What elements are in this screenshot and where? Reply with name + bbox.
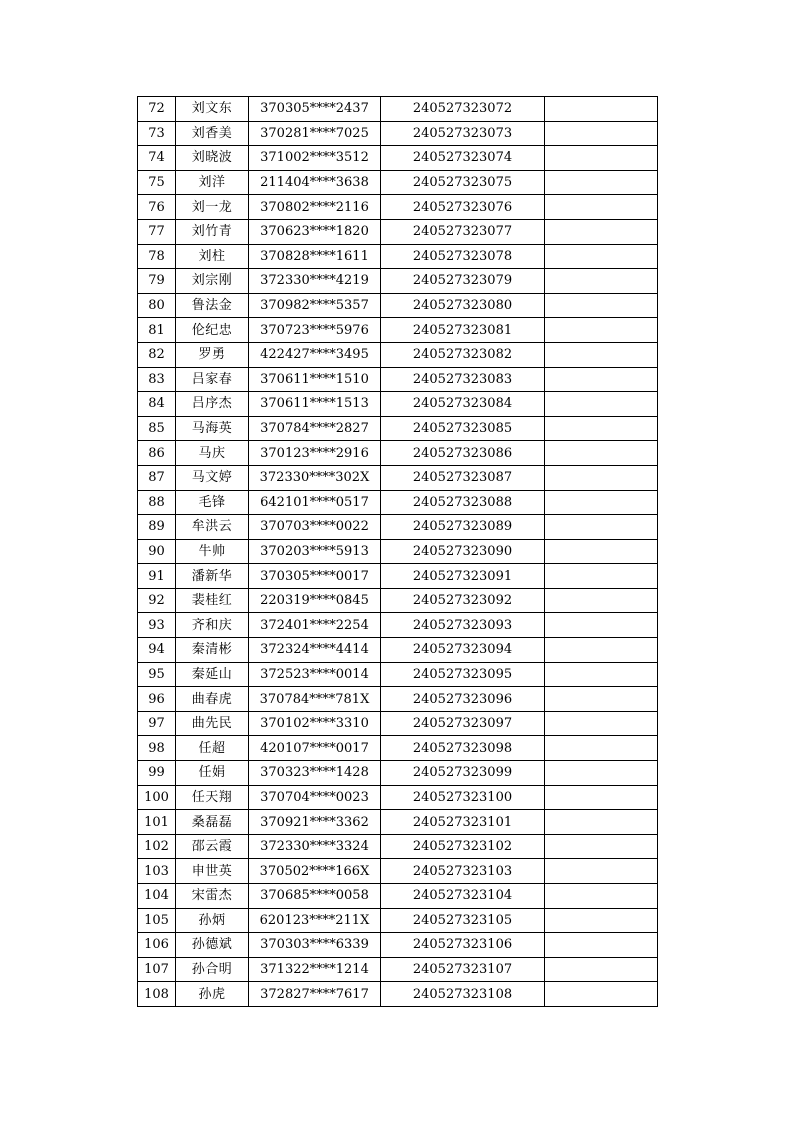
- ticket-number-cell: 240527323090: [381, 539, 545, 564]
- table-row: [138, 121, 658, 146]
- ticket-number-cell: 240527323077: [381, 219, 545, 244]
- remark-cell: [545, 269, 658, 294]
- name-cell: 裴桂红: [176, 588, 249, 613]
- remark-cell: [545, 490, 658, 515]
- id-number-cell: 372523****0014: [249, 662, 381, 687]
- id-number-cell: 370704****0023: [249, 785, 381, 810]
- ticket-number-cell: 240527323076: [381, 195, 545, 220]
- row-number-cell: 96: [138, 687, 176, 712]
- table-row: [138, 761, 658, 786]
- ticket-number-cell: 240527323101: [381, 810, 545, 835]
- remark-cell: [545, 761, 658, 786]
- id-number-cell: 370305****2437: [249, 97, 381, 122]
- table-row: [138, 244, 658, 269]
- table-row: [138, 269, 658, 294]
- table-row: [138, 613, 658, 638]
- row-number-cell: 72: [138, 97, 176, 122]
- table-row: [138, 957, 658, 982]
- id-number-cell: 371322****1214: [249, 957, 381, 982]
- remark-cell: [545, 736, 658, 761]
- remark-cell: [545, 195, 658, 220]
- ticket-number-cell: 240527323074: [381, 146, 545, 171]
- name-cell: 邵云霞: [176, 834, 249, 859]
- id-number-cell: 370921****3362: [249, 810, 381, 835]
- ticket-number-cell: 240527323108: [381, 982, 545, 1007]
- table-row: [138, 367, 658, 392]
- row-number-cell: 90: [138, 539, 176, 564]
- remark-cell: [545, 367, 658, 392]
- table-row: [138, 318, 658, 343]
- name-cell: 孙合明: [176, 957, 249, 982]
- row-number-cell: 89: [138, 515, 176, 540]
- name-cell: 马海英: [176, 416, 249, 441]
- name-cell: 毛锋: [176, 490, 249, 515]
- name-cell: 孙德斌: [176, 933, 249, 958]
- name-cell: 申世英: [176, 859, 249, 884]
- table-row: [138, 416, 658, 441]
- remark-cell: [545, 219, 658, 244]
- id-number-cell: 642101****0517: [249, 490, 381, 515]
- ticket-number-cell: 240527323082: [381, 342, 545, 367]
- id-number-cell: 372401****2254: [249, 613, 381, 638]
- row-number-cell: 105: [138, 908, 176, 933]
- row-number-cell: 84: [138, 392, 176, 417]
- ticket-number-cell: 240527323103: [381, 859, 545, 884]
- row-number-cell: 83: [138, 367, 176, 392]
- name-cell: 刘宗刚: [176, 269, 249, 294]
- row-number-cell: 94: [138, 638, 176, 663]
- row-number-cell: 85: [138, 416, 176, 441]
- ticket-number-cell: 240527323092: [381, 588, 545, 613]
- row-number-cell: 86: [138, 441, 176, 466]
- id-number-cell: 620123****211X: [249, 908, 381, 933]
- remark-cell: [545, 908, 658, 933]
- table-row: [138, 515, 658, 540]
- remark-cell: [545, 810, 658, 835]
- name-cell: 吕家春: [176, 367, 249, 392]
- row-number-cell: 95: [138, 662, 176, 687]
- remark-cell: [545, 662, 658, 687]
- id-number-cell: 370123****2916: [249, 441, 381, 466]
- id-number-cell: 370203****5913: [249, 539, 381, 564]
- remark-cell: [545, 982, 658, 1007]
- name-cell: 刘洋: [176, 170, 249, 195]
- roster-table: [137, 96, 658, 1007]
- id-number-cell: 372827****7617: [249, 982, 381, 1007]
- ticket-number-cell: 240527323096: [381, 687, 545, 712]
- remark-cell: [545, 342, 658, 367]
- table-row: [138, 884, 658, 909]
- id-number-cell: 370685****0058: [249, 884, 381, 909]
- id-number-cell: 372330****302X: [249, 465, 381, 490]
- id-number-cell: 370828****1611: [249, 244, 381, 269]
- table-row: [138, 982, 658, 1007]
- name-cell: 秦清彬: [176, 638, 249, 663]
- ticket-number-cell: 240527323091: [381, 564, 545, 589]
- ticket-number-cell: 240527323100: [381, 785, 545, 810]
- remark-cell: [545, 416, 658, 441]
- remark-cell: [545, 146, 658, 171]
- row-number-cell: 99: [138, 761, 176, 786]
- name-cell: 伦纪忠: [176, 318, 249, 343]
- id-number-cell: 370323****1428: [249, 761, 381, 786]
- ticket-number-cell: 240527323083: [381, 367, 545, 392]
- remark-cell: [545, 834, 658, 859]
- id-number-cell: 372330****4219: [249, 269, 381, 294]
- name-cell: 牛帅: [176, 539, 249, 564]
- ticket-number-cell: 240527323079: [381, 269, 545, 294]
- name-cell: 秦延山: [176, 662, 249, 687]
- row-number-cell: 77: [138, 219, 176, 244]
- table-row: [138, 859, 658, 884]
- table-row: [138, 785, 658, 810]
- ticket-number-cell: 240527323102: [381, 834, 545, 859]
- table-row: [138, 834, 658, 859]
- ticket-number-cell: 240527323072: [381, 97, 545, 122]
- row-number-cell: 80: [138, 293, 176, 318]
- ticket-number-cell: 240527323104: [381, 884, 545, 909]
- id-number-cell: 370281****7025: [249, 121, 381, 146]
- name-cell: 孙炳: [176, 908, 249, 933]
- table-row: [138, 539, 658, 564]
- id-number-cell: 370802****2116: [249, 195, 381, 220]
- id-number-cell: 371002****3512: [249, 146, 381, 171]
- roster-table-body: [138, 97, 658, 1007]
- remark-cell: [545, 121, 658, 146]
- ticket-number-cell: 240527323081: [381, 318, 545, 343]
- name-cell: 桑磊磊: [176, 810, 249, 835]
- ticket-number-cell: 240527323086: [381, 441, 545, 466]
- id-number-cell: 370623****1820: [249, 219, 381, 244]
- name-cell: 罗勇: [176, 342, 249, 367]
- remark-cell: [545, 539, 658, 564]
- remark-cell: [545, 933, 658, 958]
- row-number-cell: 106: [138, 933, 176, 958]
- table-row: [138, 170, 658, 195]
- row-number-cell: 75: [138, 170, 176, 195]
- name-cell: 马文婷: [176, 465, 249, 490]
- row-number-cell: 73: [138, 121, 176, 146]
- table-row: [138, 465, 658, 490]
- remark-cell: [545, 97, 658, 122]
- name-cell: 齐和庆: [176, 613, 249, 638]
- row-number-cell: 108: [138, 982, 176, 1007]
- row-number-cell: 82: [138, 342, 176, 367]
- id-number-cell: 220319****0845: [249, 588, 381, 613]
- remark-cell: [545, 465, 658, 490]
- remark-cell: [545, 515, 658, 540]
- id-number-cell: 370723****5976: [249, 318, 381, 343]
- table-row: [138, 293, 658, 318]
- ticket-number-cell: 240527323089: [381, 515, 545, 540]
- id-number-cell: 370784****781X: [249, 687, 381, 712]
- id-number-cell: 372324****4414: [249, 638, 381, 663]
- name-cell: 吕序杰: [176, 392, 249, 417]
- id-number-cell: 370303****6339: [249, 933, 381, 958]
- ticket-number-cell: 240527323080: [381, 293, 545, 318]
- name-cell: 马庆: [176, 441, 249, 466]
- ticket-number-cell: 240527323084: [381, 392, 545, 417]
- row-number-cell: 101: [138, 810, 176, 835]
- ticket-number-cell: 240527323088: [381, 490, 545, 515]
- remark-cell: [545, 293, 658, 318]
- remark-cell: [545, 638, 658, 663]
- name-cell: 刘香美: [176, 121, 249, 146]
- row-number-cell: 87: [138, 465, 176, 490]
- ticket-number-cell: 240527323095: [381, 662, 545, 687]
- id-number-cell: 370305****0017: [249, 564, 381, 589]
- row-number-cell: 103: [138, 859, 176, 884]
- ticket-number-cell: 240527323078: [381, 244, 545, 269]
- ticket-number-cell: 240527323094: [381, 638, 545, 663]
- name-cell: 刘柱: [176, 244, 249, 269]
- table-row: [138, 736, 658, 761]
- id-number-cell: 420107****0017: [249, 736, 381, 761]
- id-number-cell: 370703****0022: [249, 515, 381, 540]
- table-row: [138, 97, 658, 122]
- remark-cell: [545, 170, 658, 195]
- table-row: [138, 195, 658, 220]
- name-cell: 牟洪云: [176, 515, 249, 540]
- row-number-cell: 79: [138, 269, 176, 294]
- name-cell: 任娟: [176, 761, 249, 786]
- id-number-cell: 211404****3638: [249, 170, 381, 195]
- row-number-cell: 107: [138, 957, 176, 982]
- remark-cell: [545, 957, 658, 982]
- remark-cell: [545, 441, 658, 466]
- ticket-number-cell: 240527323073: [381, 121, 545, 146]
- remark-cell: [545, 711, 658, 736]
- table-row: [138, 490, 658, 515]
- table-row: [138, 711, 658, 736]
- remark-cell: [545, 687, 658, 712]
- id-number-cell: 372330****3324: [249, 834, 381, 859]
- id-number-cell: 370784****2827: [249, 416, 381, 441]
- row-number-cell: 98: [138, 736, 176, 761]
- remark-cell: [545, 613, 658, 638]
- table-row: [138, 810, 658, 835]
- table-row: [138, 908, 658, 933]
- id-number-cell: 370982****5357: [249, 293, 381, 318]
- name-cell: 刘晓波: [176, 146, 249, 171]
- ticket-number-cell: 240527323087: [381, 465, 545, 490]
- remark-cell: [545, 859, 658, 884]
- id-number-cell: 370102****3310: [249, 711, 381, 736]
- table-row: [138, 219, 658, 244]
- ticket-number-cell: 240527323097: [381, 711, 545, 736]
- name-cell: 任天翔: [176, 785, 249, 810]
- row-number-cell: 93: [138, 613, 176, 638]
- ticket-number-cell: 240527323085: [381, 416, 545, 441]
- ticket-number-cell: 240527323093: [381, 613, 545, 638]
- name-cell: 鲁法金: [176, 293, 249, 318]
- ticket-number-cell: 240527323106: [381, 933, 545, 958]
- name-cell: 宋雷杰: [176, 884, 249, 909]
- ticket-number-cell: 240527323105: [381, 908, 545, 933]
- row-number-cell: 97: [138, 711, 176, 736]
- row-number-cell: 88: [138, 490, 176, 515]
- name-cell: 刘一龙: [176, 195, 249, 220]
- ticket-number-cell: 240527323098: [381, 736, 545, 761]
- row-number-cell: 104: [138, 884, 176, 909]
- table-row: [138, 441, 658, 466]
- name-cell: 任超: [176, 736, 249, 761]
- table-row: [138, 687, 658, 712]
- table-row: [138, 933, 658, 958]
- row-number-cell: 74: [138, 146, 176, 171]
- row-number-cell: 100: [138, 785, 176, 810]
- remark-cell: [545, 318, 658, 343]
- name-cell: 曲先民: [176, 711, 249, 736]
- name-cell: 刘文东: [176, 97, 249, 122]
- remark-cell: [545, 564, 658, 589]
- row-number-cell: 81: [138, 318, 176, 343]
- row-number-cell: 102: [138, 834, 176, 859]
- table-row: [138, 342, 658, 367]
- name-cell: 曲春虎: [176, 687, 249, 712]
- ticket-number-cell: 240527323099: [381, 761, 545, 786]
- ticket-number-cell: 240527323075: [381, 170, 545, 195]
- table-row: [138, 564, 658, 589]
- table-row: [138, 392, 658, 417]
- id-number-cell: 370611****1510: [249, 367, 381, 392]
- remark-cell: [545, 392, 658, 417]
- table-row: [138, 588, 658, 613]
- table-row: [138, 662, 658, 687]
- table-row: [138, 146, 658, 171]
- name-cell: 潘新华: [176, 564, 249, 589]
- row-number-cell: 92: [138, 588, 176, 613]
- row-number-cell: 76: [138, 195, 176, 220]
- remark-cell: [545, 785, 658, 810]
- remark-cell: [545, 244, 658, 269]
- row-number-cell: 91: [138, 564, 176, 589]
- remark-cell: [545, 588, 658, 613]
- id-number-cell: 370502****166X: [249, 859, 381, 884]
- table-row: [138, 638, 658, 663]
- id-number-cell: 370611****1513: [249, 392, 381, 417]
- name-cell: 孙虎: [176, 982, 249, 1007]
- remark-cell: [545, 884, 658, 909]
- ticket-number-cell: 240527323107: [381, 957, 545, 982]
- id-number-cell: 422427****3495: [249, 342, 381, 367]
- row-number-cell: 78: [138, 244, 176, 269]
- name-cell: 刘竹青: [176, 219, 249, 244]
